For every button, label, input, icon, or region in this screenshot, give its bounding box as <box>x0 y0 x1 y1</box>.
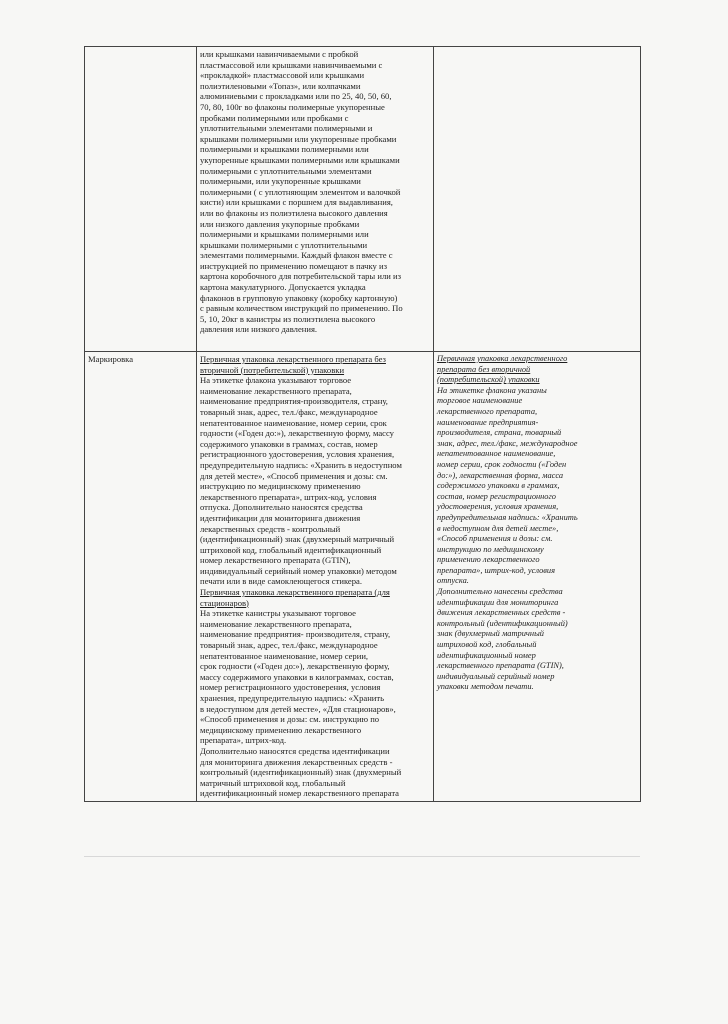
right-heading: Первичная упаковка лекарственного препарата без вторичной (потребительской) упаковки <box>437 354 568 385</box>
spec-table <box>84 46 641 802</box>
packaging-text-cell <box>197 47 434 352</box>
table-row <box>85 352 641 802</box>
right-empty-cell <box>434 47 641 352</box>
page-divider <box>84 856 640 857</box>
heading-primary-no-secondary: Первичная упаковка лекарственного препарата без вторичной (потребительской) упаковки <box>200 354 386 375</box>
right-paragraph-label: На этикетке флакона указаны торговое наименование лекарственного препарата, наименование предприятия- производителя, страна, товарный знак, адрес, тел./факс, международное непатентованное наименование, номер серии, срок годности («Годен до:»), лекарственная форма, масса содержимого упаковки в граммах, состав, номер регистрационного удостоверения, условия хранения, предупредительная надпись: «Хранить в недоступном для детей месте», «Способ применения и дозы: см. инструкцию по медицинскому применению лекарственного препарата», штрих-код, условия отпуска. <box>437 385 578 586</box>
row-label-cell <box>85 47 197 352</box>
paragraph-identification: Дополнительно наносятся средства идентификации для мониторинга движения лекарственных средств - контрольный (идентификационный) знак (двухмерный матричный штриховой код, глобальный идентификационный номер лекарственного препарата <box>200 745 402 799</box>
row-label-cell <box>85 352 197 802</box>
marking-text-cell <box>197 352 434 802</box>
packaging-text: или крышками навинчиваемыми с пробкой пластмассовой или крышками навинчиваемыми с «прокладкой» пластмассовой или крышками полиэтиленовыми «Топаз», или колпачками алюминиевыми с прокладками или по 25, 40, 50, 60, 70, 80, 100г во флаконы полимерные укупоренные пробками полимерными или пробками с уплотнительными элементами полимерными и крышками полимерными или укупоренные пробками полимерными и крышками полимерными или укупоренные крышками полимерными или крышками полимерными с уплотнительными элементами полимерными, или укупоренные крышками полимерными ( с уплотняющим элементом и валочкой кисти) или крышками с поршнем для выдавливания, или во флаконы из полиэтилена высокого давления или низкого давления укупорные пробками полимерными и крышками полимерными или крышками полимерными с уплотнительными элементами полимерными. Каждый флакон вместе с инструкцией по применению помещают в пачку из картона коробочного для потребительской тары или из картона макулатурного. Допускается укладка флаконов в групповую упаковку (коробку картонную) с равным количеством инструкций по применению. По 5, 10, 20кг в канистры из полиэтилена высокого давления или низкого давления. <box>200 49 403 335</box>
paragraph-canister-label: На этикетке канистры указывают торговое наименование лекарственного препарата, наименование предприятия- производителя, страну, товарный знак, адрес, тел./факс, международное непатентованное наименование, номер серии, срок годности («Годен до:»), лекарственную форму, массу содержимого упаковки в килограммах, состав, номер регистрационного удостоверения, условия хранения, предупредительную надпись: «Хранить в недоступном для детей месте», «Для стационаров», «Способ применения и дозы: см. инструкцию по медицинскому применению лекарственного препарата», штрих-код. <box>200 608 396 746</box>
marking-right-cell <box>434 352 641 802</box>
table-row <box>85 47 641 352</box>
row-label-marking: Маркировка <box>88 354 134 364</box>
heading-primary-hospitals: Первичная упаковка лекарственного препарата (для стационаров) <box>200 587 390 608</box>
paragraph-bottle-label: На этикетке флакона указывают торговое наименование лекарственного препарата, наименование предприятия-производителя, страну, товарный знак, адрес, тел./факс, международное непатентованное наименование, номер серии, срок годности («Годен до:»), лекарственную форму, массу содержимого упаковки в граммах, состав, номер регистрационного удостоверения, условия хранения, предупредительную надпись: «Хранить в недоступном для детей месте», «Способ применения и дозы: см. инструкцию по медицинскому применению лекарственного препарата», штрих-код, условия отпуска. Дополнительно наносятся средства идентификации для мониторинга движения лекарственных средств - контрольный (идентификационный) знак (двухмерный матричный штриховой код, глобальный идентификационный номер лекарственного препарата (GTIN), индивидуальный серийный номер упаковки) методом печати или в виде самоклеющегося стикера. <box>200 375 402 587</box>
right-paragraph-identification: Дополнительно нанесены средства идентификации для мониторинга движения лекарственных средств - контрольный (идентификационный) знак (двухмерный матричный штриховой код, глобальный идентификационный номер лекарственного препарата (GTIN), индивидуальный серийный номер упаковки методом печати. <box>437 587 568 692</box>
